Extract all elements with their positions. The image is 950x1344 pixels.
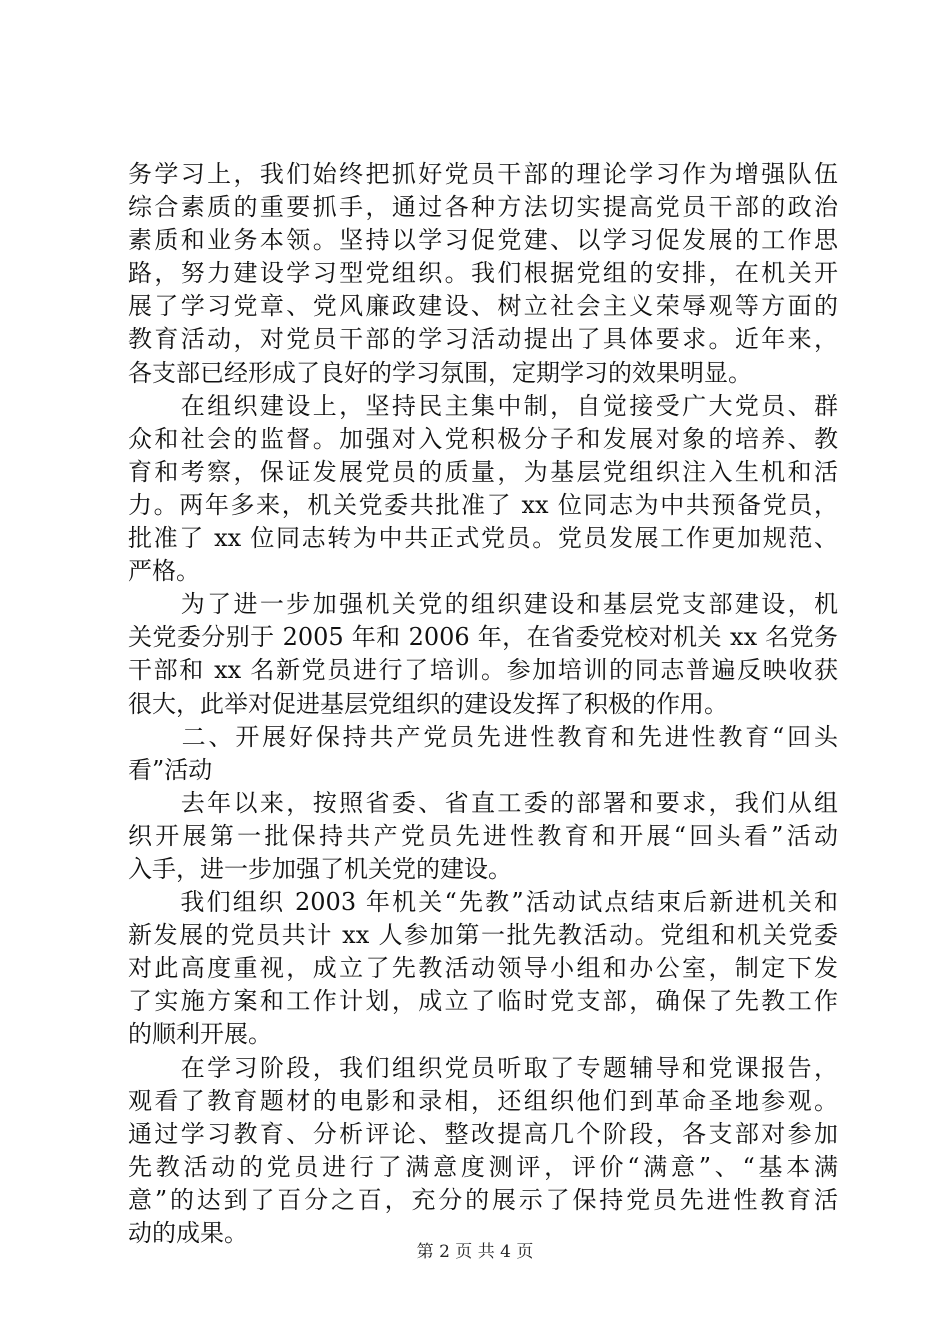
text-line: 众和社会的监督。加强对入党积极分子和发展对象的培养、教: [128, 424, 838, 453]
text-line: 路，努力建设学习型党组织。我们根据党组的安排，在机关开: [128, 259, 838, 288]
text-line: 动的成果。: [128, 1219, 248, 1247]
text-line: 为了进一步加强机关党的组织建设和基层党支部建设，机: [128, 590, 838, 619]
text-line: 去年以来，按照省委、省直工委的部署和要求，我们从组: [128, 788, 838, 817]
text-line: 各支部已经形成了良好的学习氛围，定期学习的效果明显。: [128, 358, 752, 387]
text-line: 在组织建设上，坚持民主集中制，自觉接受广大党员、群: [128, 391, 838, 420]
document-body: [128, 158, 838, 1250]
text-line: 通过学习教育、分析评论、整改提高几个阶段，各支部对参加: [128, 1119, 838, 1148]
text-line: 教育活动，对党员干部的学习活动提出了具体要求。近年来，: [128, 325, 838, 354]
text-line: 在学习阶段，我们组织党员听取了专题辅导和党课报告，: [128, 1053, 838, 1082]
text-line: 对此高度重视，成立了先教活动领导小组和办公室，制定下发: [128, 954, 838, 983]
text-line: 展了学习党章、党风廉政建设、树立社会主义荣辱观等方面的: [128, 292, 838, 321]
text-line: 意”的达到了百分之百，充分的展示了保持党员先进性教育活: [128, 1185, 838, 1214]
text-line: 入手，进一步加强了机关党的建设。: [128, 854, 512, 883]
text-line: 织开展第一批保持共产党员先进性教育和开展“回头看”活动: [128, 821, 838, 850]
text-line: 二、开展好保持共产党员先进性教育和先进性教育“回头: [128, 722, 838, 751]
text-line: 素质和业务本领。坚持以学习促党建、以学习促发展的工作思: [128, 226, 838, 255]
text-line: 关党委分别于 2005 年和 2006 年，在省委党校对机关 xx 名党务: [128, 623, 838, 652]
text-line: 批准了 xx 位同志转为中共正式党员。党员发展工作更加规范、: [128, 524, 838, 553]
text-line: 务学习上，我们始终把抓好党员干部的理论学习作为增强队伍: [128, 160, 838, 188]
text-line: 很大，此举对促进基层党组织的建设发挥了积极的作用。: [128, 689, 728, 718]
text-line: 育和考察，保证发展党员的质量，为基层党组织注入生机和活: [128, 457, 838, 486]
text-line: 观看了教育题材的电影和录相，还组织他们到革命圣地参观。: [128, 1086, 838, 1115]
text-line: 综合素质的重要抓手，通过各种方法切实提高党员干部的政治: [128, 193, 838, 222]
text-line: 我们组织 2003 年机关“先教”活动试点结束后新进机关和: [128, 888, 838, 917]
text-line: 干部和 xx 名新党员进行了培训。参加培训的同志普遍反映收获: [128, 656, 838, 685]
text-line: 看”活动: [128, 755, 213, 784]
text-line: 新发展的党员共计 xx 人参加第一批先教活动。党组和机关党委: [128, 921, 838, 950]
text-line: 的顺利开展。: [128, 1020, 272, 1049]
text-line: 了实施方案和工作计划，成立了临时党支部，确保了先教工作: [128, 987, 838, 1016]
page-number-footer: 第 2 页 共 4 页: [416, 1242, 534, 1262]
text-line: 力。两年多来，机关党委共批准了 xx 位同志为中共预备党员，: [128, 490, 838, 519]
text-line: 严格。: [128, 557, 200, 586]
text-line: 先教活动的党员进行了满意度测评，评价“满意”、“基本满: [128, 1152, 838, 1181]
